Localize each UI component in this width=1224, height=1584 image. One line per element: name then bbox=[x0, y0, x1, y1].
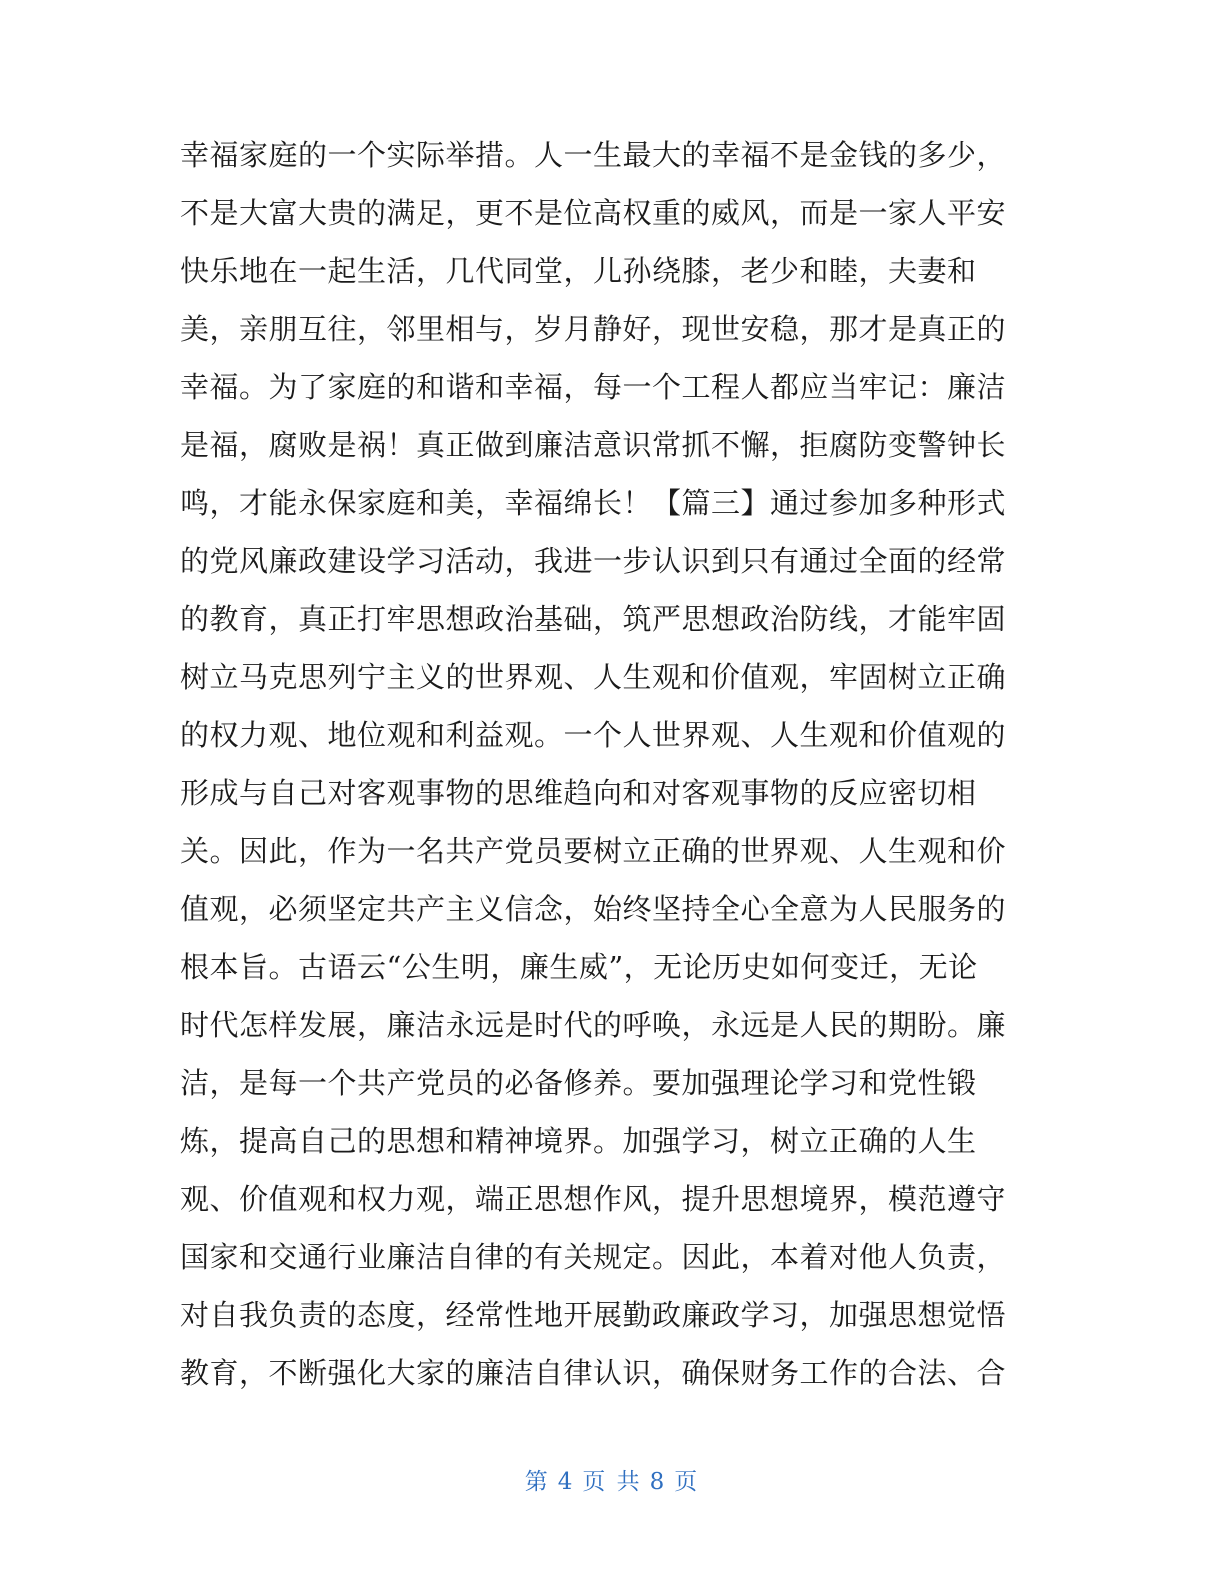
text-line: 美，亲朋互往，邻里相与，岁月静好，现世安稳，那才是真正的 bbox=[180, 312, 1007, 346]
text-line: 形成与自己对客观事物的思维趋向和对客观事物的反应密切相 bbox=[180, 776, 977, 810]
footer-suffix: 页 bbox=[674, 1469, 700, 1495]
text-line: 根本旨。古语云“公生明，廉生威”，无论历史如何变迁，无论 bbox=[180, 950, 978, 984]
footer-middle: 页 共 bbox=[582, 1469, 642, 1495]
text-line: 对自我负责的态度，经常性地开展勤政廉政学习，加强思想觉悟 bbox=[180, 1298, 1007, 1332]
text-line: 鸣，才能永保家庭和美，幸福绵长！【篇三】通过参加多种形式 bbox=[180, 486, 1007, 520]
current-page-number: 4 bbox=[557, 1469, 575, 1495]
text-line: 观、价值观和权力观，端正思想作风，提升思想境界，模范遵守 bbox=[180, 1182, 1007, 1216]
text-line: 洁，是每一个共产党员的必备修养。要加强理论学习和党性锻 bbox=[180, 1066, 977, 1100]
text-line: 炼，提高自己的思想和精神境界。加强学习，树立正确的人生 bbox=[180, 1124, 977, 1158]
total-pages-number: 8 bbox=[649, 1469, 667, 1495]
text-line: 值观，必须坚定共产主义信念，始终坚持全心全意为人民服务的 bbox=[180, 892, 1007, 926]
text-line: 的教育，真正打牢思想政治基础，筑严思想政治防线，才能牢固 bbox=[180, 602, 1007, 636]
body-text bbox=[180, 126, 1020, 1402]
text-line: 关。因此，作为一名共产党员要树立正确的世界观、人生观和价 bbox=[180, 834, 1007, 868]
text-line: 快乐地在一起生活，几代同堂，儿孙绕膝，老少和睦，夫妻和 bbox=[180, 254, 977, 288]
text-line: 幸福家庭的一个实际举措。人一生最大的幸福不是金钱的多少， bbox=[180, 138, 1007, 172]
text-line: 的权力观、地位观和利益观。一个人世界观、人生观和价值观的 bbox=[180, 718, 1007, 752]
text-line: 幸福。为了家庭的和谐和幸福，每一个工程人都应当牢记：廉洁 bbox=[180, 370, 1007, 404]
text-line: 是福，腐败是祸！真正做到廉洁意识常抓不懈，拒腐防变警钟长 bbox=[180, 428, 1007, 462]
text-line: 树立马克思列宁主义的世界观、人生观和价值观，牢固树立正确 bbox=[180, 660, 1007, 694]
text-line: 教育，不断强化大家的廉洁自律认识，确保财务工作的合法、合 bbox=[180, 1356, 1007, 1390]
text-line: 的党风廉政建设学习活动，我进一步认识到只有通过全面的经常 bbox=[180, 544, 1007, 578]
text-line: 时代怎样发展，廉洁永远是时代的呼唤，永远是人民的期盼。廉 bbox=[180, 1008, 1007, 1042]
text-line: 不是大富大贵的满足，更不是位高权重的威风，而是一家人平安 bbox=[180, 196, 1007, 230]
footer-prefix: 第 bbox=[524, 1469, 550, 1495]
text-line: 国家和交通行业廉洁自律的有关规定。因此，本着对他人负责， bbox=[180, 1240, 1007, 1274]
page-footer bbox=[0, 1463, 1224, 1496]
